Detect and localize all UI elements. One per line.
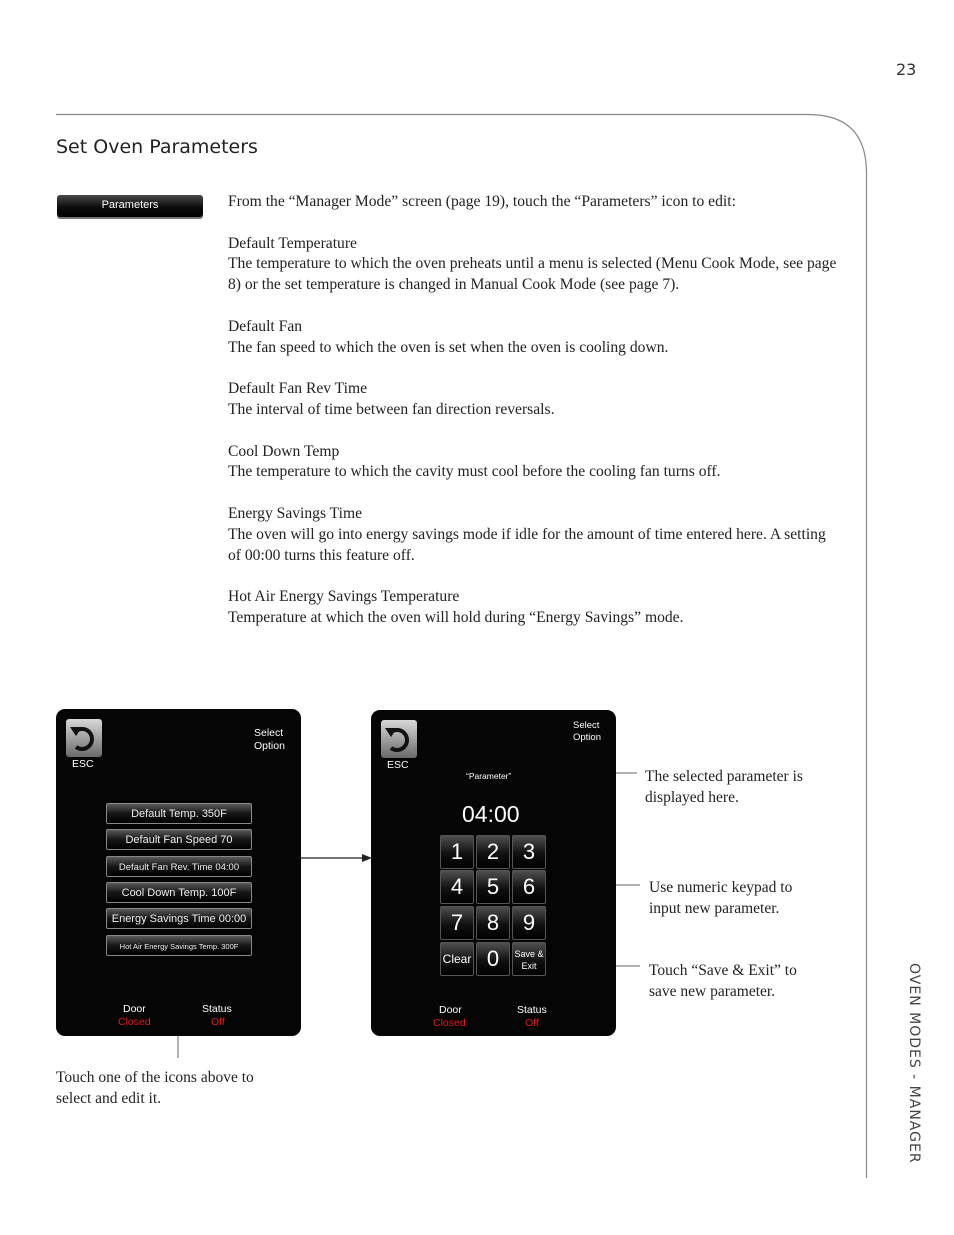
section-side-label: [880, 963, 940, 1178]
body-text: [228, 192, 838, 650]
parameters-button[interactable]: Parameters: [57, 195, 203, 217]
menu-item-default-fan-speed[interactable]: Default Fan Speed 70: [106, 829, 252, 850]
option-line: Option: [573, 732, 601, 743]
menu-item-default-fan-rev-time[interactable]: Default Fan Rev. Time 04:00: [106, 856, 252, 877]
keypad-screen: [371, 710, 616, 1036]
key-2[interactable]: 2: [476, 835, 510, 869]
save-line: Save &: [514, 949, 544, 959]
key-1[interactable]: 1: [440, 835, 474, 869]
status-label: Status: [202, 1003, 232, 1015]
section-term: Hot Air Energy Savings Temperature: [228, 588, 460, 606]
callout-touch-icons: Touch one of the icons above to select and edit it.: [56, 1069, 254, 1107]
menu-item-default-temp[interactable]: Default Temp. 350F: [106, 803, 252, 824]
page-number: 23: [896, 60, 917, 79]
menu-item-energy-savings-time[interactable]: Energy Savings Time 00:00: [106, 908, 252, 929]
key-6[interactable]: 6: [512, 870, 546, 904]
section-desc: The fan speed to which the oven is set when the oven is cooling down.: [228, 338, 669, 356]
key-4[interactable]: 4: [440, 870, 474, 904]
menu-item-cool-down-temp[interactable]: Cool Down Temp. 100F: [106, 882, 252, 903]
key-7[interactable]: 7: [440, 906, 474, 940]
section-term: Default Temperature: [228, 234, 357, 252]
parameter-name-display: “Parameter”: [466, 771, 512, 781]
page-title: Set Oven Parameters: [56, 136, 258, 158]
key-0[interactable]: 0: [476, 942, 510, 976]
section-term: Default Fan Rev Time: [228, 380, 368, 398]
select-line: Select: [573, 720, 600, 731]
section-default-temperature: [228, 234, 838, 296]
parameters-screen: [56, 709, 301, 1036]
key-9[interactable]: 9: [512, 906, 546, 940]
section-default-fan: [228, 317, 838, 359]
back-arrow-icon: [381, 720, 417, 758]
status-value: Off: [525, 1017, 539, 1029]
door-value: Closed: [118, 1016, 151, 1028]
time-value-display: 04:00: [462, 801, 520, 827]
key-8[interactable]: 8: [476, 906, 510, 940]
callout-save-exit: Touch “Save & Exit” to save new parameter.: [649, 962, 797, 1000]
callout-selected-parameter: The selected parameter is displayed here.: [645, 768, 803, 806]
callout-numeric-keypad: Use numeric keypad to input new parameter.: [649, 879, 793, 917]
key-3[interactable]: 3: [512, 835, 546, 869]
esc-button[interactable]: [66, 719, 102, 757]
select-option-label: [573, 720, 601, 744]
select-line: Select: [254, 727, 284, 739]
section-term: Default Fan: [228, 317, 303, 335]
door-label: Door: [439, 1004, 462, 1016]
status-label: Status: [517, 1004, 547, 1016]
section-desc: The interval of time between fan direction reversals.: [228, 400, 555, 418]
section-desc: Temperature at which the oven will hold during “Energy Savings” mode.: [228, 608, 684, 626]
section-desc: The oven will go into energy savings mode if idle for the amount of time entered here. A setting of 00:00 turns this feature off.: [228, 525, 826, 564]
door-value: Closed: [433, 1017, 466, 1029]
section-term: Cool Down Temp: [228, 442, 340, 460]
menu-item-hot-air-energy-savings-temp[interactable]: Hot Air Energy Savings Temp. 300F: [106, 935, 252, 956]
key-5[interactable]: 5: [476, 870, 510, 904]
save-exit-button[interactable]: [512, 942, 546, 976]
back-arrow-icon: [66, 719, 102, 757]
status-value: Off: [211, 1016, 225, 1028]
section-hot-air-energy-savings: [228, 587, 838, 629]
select-option-label: [254, 727, 285, 753]
option-line: Option: [254, 740, 285, 752]
section-energy-savings-time: [228, 504, 838, 566]
esc-label: ESC: [72, 758, 94, 770]
exit-line: Exit: [521, 961, 537, 971]
clear-button[interactable]: Clear: [440, 942, 474, 976]
esc-button[interactable]: [381, 720, 417, 758]
section-default-fan-rev-time: [228, 379, 838, 421]
section-desc: The temperature to which the cavity must cool before the cooling fan turns off.: [228, 463, 721, 481]
section-term: Energy Savings Time: [228, 504, 363, 522]
side-label-text: OVEN MODES - MANAGER: [906, 963, 922, 1164]
esc-label: ESC: [387, 759, 409, 771]
section-desc: The temperature to which the oven preheats until a menu is selected (Menu Cook Mode, see page 8) or the set temperature is changed in Manual Cook Mode (see page 7).: [228, 255, 837, 294]
intro-paragraph: From the “Manager Mode” screen (page 19), touch the “Parameters” icon to edit:: [228, 193, 736, 210]
section-cool-down-temp: [228, 442, 838, 484]
door-label: Door: [123, 1003, 146, 1015]
